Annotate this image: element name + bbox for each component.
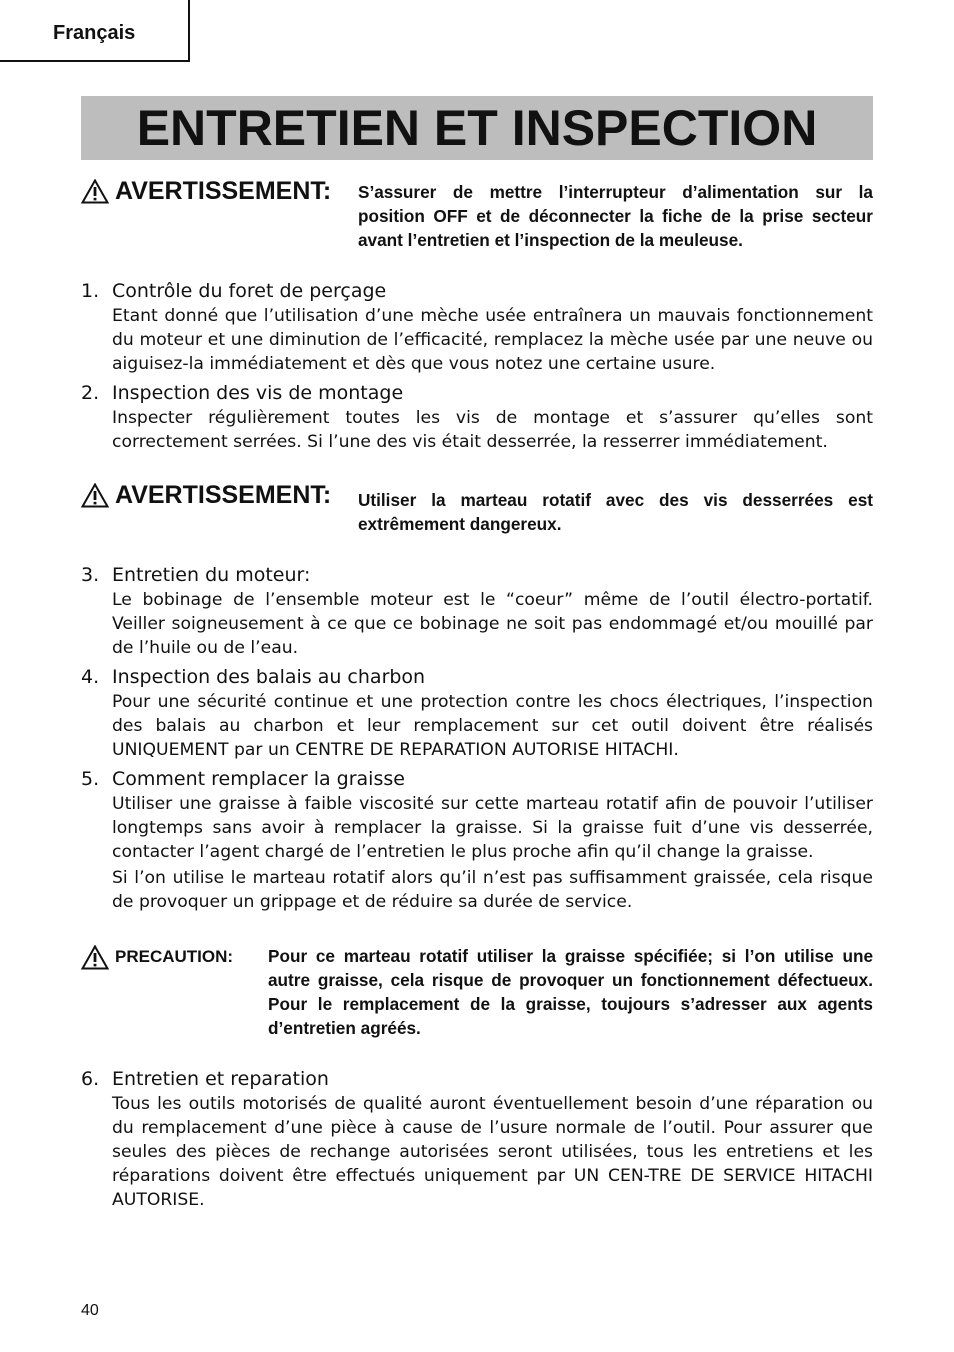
list-item xyxy=(81,380,873,454)
item-number: 1. xyxy=(81,280,100,302)
page-title: ENTRETIEN ET INSPECTION xyxy=(136,100,818,156)
precaution-label: PRECAUTION: xyxy=(115,947,234,966)
precaution-text: Pour ce marteau rotatif utiliser la graisse spécifiée; si l’on utilise une autre graisse, cela risque de provoquer un fonctionnement défectueux. Pour le remplacement de la graisse, toujours s’adresser aux agents d’entretien agréés. xyxy=(268,946,873,1038)
precaution-heading xyxy=(81,944,268,970)
item-number: 5. xyxy=(81,768,100,790)
warning-block-1 xyxy=(81,178,873,252)
warning-text: Utiliser la marteau rotatif avec des vis desserrées est extrêmement dangereux. xyxy=(358,490,873,534)
item-paragraph: Le bobinage de l’ensemble moteur est le “coeur” même de l’outil électro-portatif. Veiller soigneusement à ce que ce bobinage ne soit pas endommagé et/ou mouillé par de l’huile ou de l’eau. xyxy=(112,590,873,658)
warning-text: S’assurer de mettre l’interrupteur d’alimentation sur la position OFF et de déconnecter la fiche de la prise secteur avant l’entretien et l’inspection de la meuleuse. xyxy=(358,182,873,250)
warning-heading xyxy=(81,178,358,204)
list-item xyxy=(81,562,873,660)
item-paragraph: Pour une sécurité continue et une protection contre les chocs électriques, l’inspection des balais au charbon et leur remplacement sur cet outil doivent être réalisés UNIQUEMENT par un CENTRE DE REPARATION AUTORISE HITACHI. xyxy=(112,692,873,760)
warning-block-2 xyxy=(81,482,873,536)
page-number: 40 xyxy=(81,1302,99,1319)
item-title: Inspection des balais au charbon xyxy=(112,666,426,688)
warning-triangle-icon xyxy=(81,483,109,508)
item-paragraph: Inspecter régulièrement toutes les vis de montage et s’assurer qu’elles sont correctement serrées. Si l’une des vis était desserrée, la resserrer immédiatement. xyxy=(112,408,873,452)
items-list-c xyxy=(81,1066,873,1212)
section-title-bar xyxy=(81,96,873,160)
items-list-b xyxy=(81,562,873,914)
item-number: 4. xyxy=(81,666,100,688)
item-title: Inspection des vis de montage xyxy=(112,382,404,404)
item-paragraph: Tous les outils motorisés de qualité auront éventuellement besoin d’une réparation ou du remplacement d’une pièce à cause de l’usure normale de l’outil. Pour assurer que seules des pièces de rechange autorisées seront utilisées, tous les entretiens et les réparations doivent être effectués uniquement par UN CEN-TRE DE SERVICE HITACHI AUTORISE. xyxy=(112,1094,873,1210)
item-paragraph: Utiliser une graisse à faible viscosité sur cette marteau rotatif afin de pouvoir l’utiliser longtemps sans avoir à remplacer la graisse. Si la graisse fuit d’une vis desserrée, contacter l’agent chargé de l’entretien le plus proche afin qu’il change la graisse. xyxy=(112,794,873,862)
list-item xyxy=(81,1066,873,1212)
item-paragraph: Si l’on utilise le marteau rotatif alors qu’il n’est pas suffisamment graissée, cela risque de provoquer un grippage et de réduire sa durée de service. xyxy=(112,868,873,912)
page-content xyxy=(81,178,873,1212)
item-number: 6. xyxy=(81,1068,100,1090)
precaution-block xyxy=(81,944,873,1040)
items-list-a xyxy=(81,278,873,454)
list-item xyxy=(81,766,873,914)
item-title: Comment remplacer la graisse xyxy=(112,768,405,790)
item-title: Entretien et reparation xyxy=(112,1068,329,1090)
item-title: Entretien du moteur: xyxy=(112,564,311,586)
warning-triangle-icon xyxy=(81,945,109,970)
warning-label: AVERTISSEMENT: xyxy=(115,481,332,509)
item-title: Contrôle du foret de perçage xyxy=(112,280,387,302)
item-number: 3. xyxy=(81,564,100,586)
list-item xyxy=(81,664,873,762)
warning-label: AVERTISSEMENT: xyxy=(115,177,332,205)
list-item xyxy=(81,278,873,376)
language-tab xyxy=(0,0,190,62)
item-number: 2. xyxy=(81,382,100,404)
language-label: Français xyxy=(53,22,136,44)
item-paragraph: Etant donné que l’utilisation d’une mèche usée entraînera un mauvais fonctionnement du moteur et une diminution de l’efficacité, remplacez la mèche usée par une neuve ou aiguisez-la immédiatement et dès que vous notez une certaine usure. xyxy=(112,306,873,374)
warning-triangle-icon xyxy=(81,179,109,204)
warning-heading xyxy=(81,482,358,508)
